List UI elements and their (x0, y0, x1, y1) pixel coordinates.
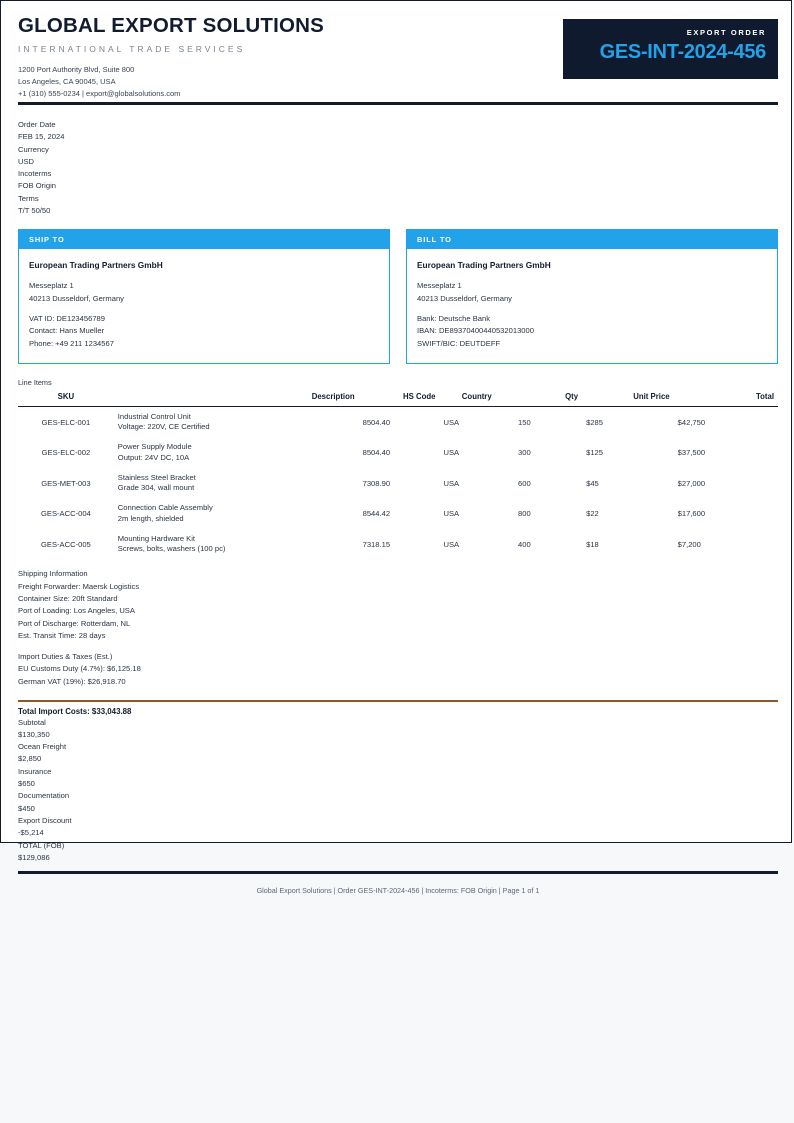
cell-description-sub: Voltage: 220V, CE Certified (117, 422, 210, 432)
export-order-badge (563, 19, 778, 79)
cell-total: $42,750 (677, 417, 706, 427)
company-address-line1: 1200 Port Authority Blvd, Suite 800 (18, 64, 135, 74)
ship-to-contact: Contact: Hans Mueller (29, 326, 105, 336)
ocean-freight-label: Ocean Freight (18, 742, 67, 752)
cell-description-sub: Grade 304, wall mount (117, 483, 195, 493)
col-header-country: Country (440, 390, 515, 407)
cell-qty: 800 (518, 509, 531, 519)
cell-unit-price: $22 (586, 509, 599, 519)
bill-to-city: 40213 Dusseldorf, Germany (417, 293, 512, 303)
bill-to-body (407, 249, 777, 362)
company-address-line2: Los Angeles, CA 90045, USA (18, 76, 116, 86)
totals-top-divider (18, 700, 778, 702)
col-header-sku: SKU (18, 390, 114, 407)
cell-description-main: Power Supply Module (117, 442, 192, 452)
cell-country: USA (443, 539, 460, 549)
table-row (18, 437, 778, 468)
line-items-header-row (18, 390, 778, 407)
shipping-heading: Shipping Information (18, 569, 88, 579)
terms-label: Terms (18, 193, 39, 203)
bill-to-details (417, 313, 767, 350)
document-footer: Global Export Solutions | Order GES-INT-2024-456 | Incoterms: FOB Origin | Page 1 of 1 (256, 885, 540, 895)
export-order-label: EXPORT ORDER (686, 28, 766, 37)
insurance-value: $650 (18, 779, 35, 789)
cell-description-sub: Screws, bolts, washers (100 pc) (117, 544, 226, 554)
cell-sku: GES-ELC-002 (41, 448, 91, 458)
cell-hs-code: 7318.15 (362, 539, 391, 549)
ship-to-company: European Trading Partners GmbH (29, 260, 163, 271)
export-discount-value: -$5,214 (18, 828, 44, 838)
cell-hs-code: 8504.40 (362, 417, 391, 427)
cell-qty: 600 (518, 478, 531, 488)
cell-country: USA (443, 448, 460, 458)
line-items-table (18, 390, 778, 560)
cell-qty: 300 (518, 448, 531, 458)
export-discount-label: Export Discount (18, 815, 72, 825)
shipping-port-of-discharge: Port of Discharge: Rotterdam, NL (18, 618, 131, 628)
currency-value: USD (18, 156, 35, 166)
cell-country: USA (443, 478, 460, 488)
cell-description-main: Mounting Hardware Kit (117, 533, 196, 543)
cell-total: $7,200 (677, 539, 701, 549)
import-duties-block (18, 651, 778, 688)
document-header (18, 14, 778, 99)
subtotal-label: Subtotal (18, 717, 46, 727)
company-name: GLOBAL EXPORT SOLUTIONS (18, 14, 325, 37)
cell-description-main: Connection Cable Assembly (117, 503, 213, 513)
cell-total: $17,600 (677, 509, 706, 519)
incoterms-label: Incoterms (18, 169, 52, 179)
currency-label: Currency (18, 144, 49, 154)
line-items-thead (18, 390, 778, 407)
ship-to-details (29, 313, 379, 350)
subtotal-value: $130,350 (18, 729, 50, 739)
cell-unit-price: $125 (586, 448, 604, 458)
ship-to-vat-id: VAT ID: DE123456789 (29, 313, 105, 323)
cell-hs-code: 7308.90 (362, 478, 391, 488)
insurance-label: Insurance (18, 766, 52, 776)
cell-sku: GES-ELC-001 (41, 417, 91, 427)
ship-to-city: 40213 Dusseldorf, Germany (29, 293, 124, 303)
export-order-number: GES-INT-2024-456 (599, 41, 766, 63)
cell-description (114, 498, 359, 529)
grand-total-label: TOTAL (FOB) (18, 840, 65, 850)
ship-to-address (29, 280, 379, 305)
bill-to-heading: BILL TO (407, 230, 777, 249)
cell-unit-price: $45 (586, 478, 599, 488)
line-items-tbody (18, 406, 778, 559)
cell-sku: GES-ACC-004 (40, 509, 91, 519)
ship-to-spacer (29, 305, 379, 313)
cell-sku: GES-ACC-005 (40, 539, 91, 549)
bill-to-box (406, 229, 778, 363)
cell-qty: 400 (518, 539, 531, 549)
ship-to-phone: Phone: +49 211 1234567 (29, 338, 114, 348)
bill-to-street: Messeplatz 1 (417, 281, 462, 291)
table-row (18, 406, 778, 437)
incoterms-value: FOB Origin (18, 181, 56, 191)
cell-description-main: Stainless Steel Bracket (117, 472, 196, 482)
cell-description-main: Industrial Control Unit (117, 411, 191, 421)
cell-description (114, 529, 359, 560)
duties-heading: Import Duties & Taxes (Est.) (18, 652, 113, 662)
col-header-total: Total (674, 390, 778, 407)
shipping-freight-forwarder: Freight Forwarder: Maersk Logistics (18, 581, 140, 591)
bill-to-bank: Bank: Deutsche Bank (417, 313, 491, 323)
terms-value: T/T 50/50 (18, 206, 51, 216)
bill-to-address (417, 280, 767, 305)
totals-block (18, 717, 778, 865)
cell-sku: GES-MET-003 (41, 478, 91, 488)
cell-description (114, 406, 359, 437)
cell-total: $37,500 (677, 448, 706, 458)
cell-country: USA (443, 509, 460, 519)
order-date-label: Order Date (18, 120, 56, 129)
documentation-label: Documentation (18, 791, 70, 801)
cell-country: USA (443, 417, 460, 427)
shipping-information (18, 568, 778, 642)
cell-total: $27,000 (677, 478, 706, 488)
cell-description-sub: Output: 24V DC, 10A (117, 452, 190, 462)
company-contact-line: +1 (310) 555-0234 | export@globalsolutions.com (18, 89, 181, 99)
cell-description (114, 437, 359, 468)
order-date-value: FEB 15, 2024 (18, 132, 65, 142)
header-divider (18, 102, 778, 105)
bill-to-spacer (417, 305, 767, 313)
shipping-transit-time: Est. Transit Time: 28 days (18, 630, 106, 640)
col-header-hs-code: HS Code (359, 390, 440, 407)
documentation-value: $450 (18, 803, 35, 813)
cell-description-sub: 2m length, shielded (117, 513, 184, 523)
cell-qty: 150 (518, 417, 531, 427)
shipping-container-size: Container Size: 20ft Standard (18, 593, 118, 603)
grand-total-value: $129,086 (18, 852, 50, 862)
total-import-costs: Total Import Costs: $33,043.88 (18, 706, 132, 716)
col-header-qty: Qty (514, 390, 582, 407)
table-row (18, 529, 778, 560)
document-inner (18, 15, 778, 895)
ocean-freight-value: $2,850 (18, 754, 42, 764)
bill-to-iban: IBAN: DE89370400440532013000 (417, 326, 534, 336)
cell-unit-price: $285 (586, 417, 604, 427)
bill-to-swift: SWIFT/BIC: DEUTDEFF (417, 338, 501, 348)
duties-customs-duty: EU Customs Duty (4.7%): $6,125.18 (18, 664, 141, 674)
bill-to-company: European Trading Partners GmbH (417, 260, 551, 271)
shipping-port-of-loading: Port of Loading: Los Angeles, USA (18, 606, 135, 616)
cell-hs-code: 8544.42 (362, 509, 391, 519)
cell-description (114, 468, 359, 499)
ship-to-box (18, 229, 390, 363)
ship-to-street: Messeplatz 1 (29, 281, 74, 291)
col-header-unit-price: Unit Price (582, 390, 674, 407)
line-items-label: Line Items (18, 377, 52, 387)
table-row (18, 468, 778, 499)
cell-unit-price: $18 (586, 539, 599, 549)
ship-to-heading: SHIP TO (19, 230, 389, 249)
duties-german-vat: German VAT (19%): $26,918.70 (18, 676, 126, 686)
ship-to-body (19, 249, 389, 362)
company-tagline: INTERNATIONAL TRADE SERVICES (18, 43, 246, 54)
cell-hs-code: 8504.40 (362, 448, 391, 458)
order-meta (18, 119, 778, 217)
address-row (18, 229, 778, 363)
col-header-description: Description (114, 390, 359, 407)
table-row (18, 498, 778, 529)
